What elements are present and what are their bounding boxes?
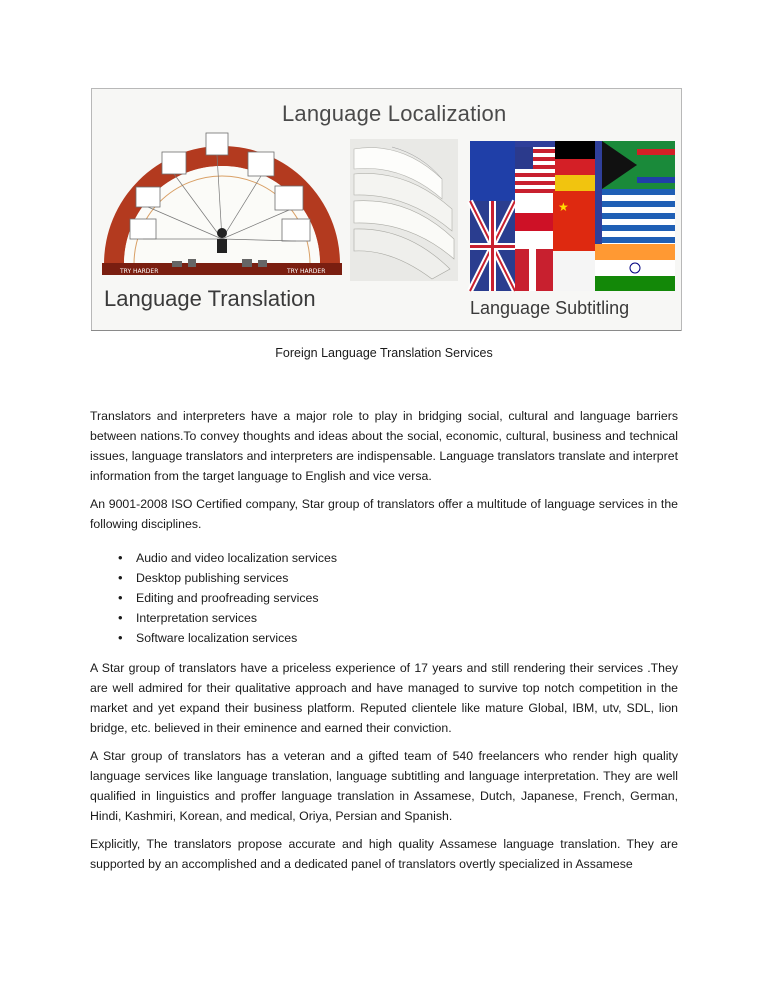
svg-text:TRY HARDER: TRY HARDER <box>120 268 159 275</box>
diagram-node-box <box>275 186 303 210</box>
paragraph-iso: An 9001-2008 ISO Certified company, Star group of translators offer a multitude of language services in the following disciplines. <box>90 497 678 531</box>
list-item: • Software localization services <box>118 628 337 648</box>
banner-title-subtitling: Language Subtitling <box>470 298 630 318</box>
paragraph-intro: Translators and interpreters have a major role to play in bridging social, cultural and language barriers between nations.To convey thoughts and ideas about the social, economic, cultural, business and technical issues, language translators and interpreters are indispensable. Language translators translate and interpret information from the target language to English and vice versa. <box>90 409 678 483</box>
banner-title-localization: Language Localization <box>282 101 507 126</box>
paragraph-team: A Star group of translators has a veteran and a gifted team of 540 freelancers who render high quality language services like language translation, language subtitling and language interpretation. They are well qualified in linguistics and proffer language translation in Assamese, Dutch, Japanese, French, German, Hindi, Kashmiri, Korean, and medical, Oriya, Persian and Spanish. <box>90 749 678 823</box>
banner-title-translation: Language Translation <box>104 286 316 311</box>
svg-text:TRY HARDER: TRY HARDER <box>287 268 326 275</box>
header-banner-image <box>91 88 682 331</box>
svg-text:★: ★ <box>558 200 569 214</box>
diagram-node-box <box>282 219 310 241</box>
details-section <box>90 658 678 882</box>
list-item: • Interpretation services <box>118 608 337 628</box>
paragraph-assamese: Explicitly, The translators propose accurate and high quality Assamese language translation. They are supported by an accomplished and a dedicated panel of translators overtly specialized in Assamese <box>90 837 678 871</box>
intro-section <box>90 406 678 542</box>
diagram-node-box <box>136 187 160 207</box>
list-item: • Editing and proofreading services <box>118 588 337 608</box>
list-item: • Desktop publishing services <box>118 568 337 588</box>
diagram-node-box <box>162 152 186 174</box>
person-icon <box>217 228 227 238</box>
figure-caption: Foreign Language Translation Services <box>275 346 493 360</box>
services-list <box>118 548 337 648</box>
book-pages-image <box>350 139 458 281</box>
diagram-node-box <box>206 133 228 155</box>
paragraph-experience: A Star group of translators have a priceless experience of 17 years and still rendering their services .They are well admired for their qualitative approach and have managed to survive top notch competition in the market and yet expand their business platform. Reputed clientele like mature Global, IBM, utv, SDL, lion bridge, etc. believed in their eminence and earned their conviction. <box>90 661 678 735</box>
service-arc-diagram <box>102 133 342 275</box>
diagram-node-box <box>130 219 156 239</box>
flags-collage-image <box>470 141 675 291</box>
diagram-node-box <box>248 152 274 176</box>
banner-divider <box>91 330 681 331</box>
list-item: • Audio and video localization services <box>118 548 337 568</box>
